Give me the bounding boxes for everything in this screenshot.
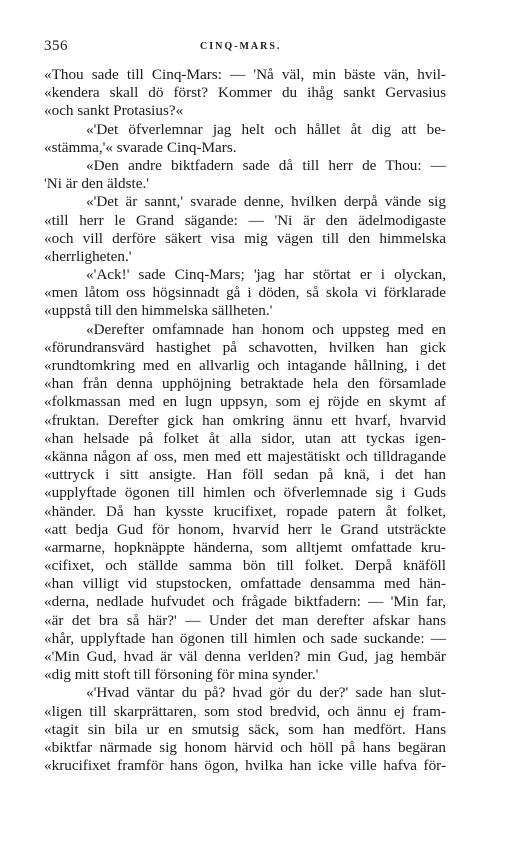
text-line: «stämma,'« svarade Cinq-Mars. xyxy=(44,138,237,156)
text-line: «armarne, hopknäppte händerna, som alltjemt omfattade kru- xyxy=(44,538,446,556)
text-line: «han villigt vid stupstocken, omfattade densamma med hän- xyxy=(44,575,446,593)
text-line: «och sankt Protasius?« xyxy=(44,102,184,120)
text-line: «känna någon af oss, men med ett majestätiskt och tilldragande xyxy=(44,447,446,465)
text-line: «kendera skall dö först? Kommer du ihåg sankt Gervasius xyxy=(44,84,446,102)
text-line: «upplyftade ögonen till himlen och öfverlemnade sig i Guds xyxy=(44,484,446,502)
text-line: «dig mitt stoft till försoning för mina synder.' xyxy=(44,666,319,684)
text-line: «uppstå till den himmelska sällheten.' xyxy=(44,302,273,320)
page-number: 356 xyxy=(44,38,68,54)
text-line: «och vill derföre säkert visa mig vägen till den himmelska xyxy=(44,229,446,247)
text-line: «ligen till skarprättaren, som stod bredvid, och ännu ej fram- xyxy=(44,702,446,720)
text-line: «men låtom oss högsinnadt gå i döden, så skola vi förklarade xyxy=(44,284,446,302)
body-text xyxy=(44,66,446,775)
text-line: «herrligheten.' xyxy=(44,247,132,265)
text-line: 'Ni är den äldste.' xyxy=(44,175,149,193)
text-line: «'Det är sannt,' svarade denne, hvilken derpå vände sig xyxy=(86,193,446,211)
text-line: «är det bra så här?' — Under det man derefter afskar hans xyxy=(44,611,446,629)
text-line: «cifixet, och ställde samma bön till folket. Derpå knäföll xyxy=(44,557,446,575)
running-title: CINQ-MARS. xyxy=(200,41,282,52)
text-line: «händer. Då han kysste krucifixet, ropade patern åt folket, xyxy=(44,502,446,520)
text-line: «'Ack!' sade Cinq-Mars; 'jag har störtat er i olyckan, xyxy=(86,266,446,284)
text-line: «derna, nedlade hufvudet och frågade biktfadern: — 'Min far, xyxy=(44,593,446,611)
text-line: «Den andre biktfadern sade då till herr de Thou: — xyxy=(86,156,446,174)
text-line: «fruktan. Derefter gick han omkring ännu ett hvarf, hvarvid xyxy=(44,411,446,429)
text-line: «rundtomkring med en allvarlig och intagande hållning, i det xyxy=(44,357,446,374)
text-line: «uttryck i sitt ansigte. Han föll sedan på knä, i det han xyxy=(44,466,446,484)
text-line: «Derefter omfamnade han honom och uppsteg med en xyxy=(86,320,446,338)
text-line: «att bedja Gud för honom, hvarvid herr le Grand utsträckte xyxy=(44,520,446,538)
text-line: «han från denna upphöjning betraktade hela den församlade xyxy=(44,375,446,393)
text-line: «förundransvärd hastighet på schavotten, hvilken han gick xyxy=(44,338,446,356)
text-line: «tagit sin bila ur en smutsig säck, som han medfört. Hans xyxy=(44,720,446,738)
text-line: «folkmassan med en lugn uppsyn, som ej röjde en skymt af xyxy=(44,393,446,411)
text-line: «krucifixet framför hans ögon, hvilka han icke ville hafva för- xyxy=(44,757,446,775)
page-header xyxy=(44,38,464,58)
text-line: «'Min Gud, hvad är väl denna verlden? min Gud, jag hembär xyxy=(44,648,446,665)
text-line: «till herr le Grand sägande: — 'Ni är den ädelmodigaste xyxy=(44,211,446,229)
text-line: «'Det öfverlemnar jag helt och hållet åt dig att be- xyxy=(86,120,446,138)
text-line: «Thou sade till Cinq-Mars: — 'Nå väl, min bäste vän, hvil- xyxy=(44,66,446,83)
text-line: «hår, upplyftade han ögonen till himlen och sade suckande: — xyxy=(44,629,446,647)
text-line: «han helsade på folket åt alla sidor, utan att tyckas igen- xyxy=(44,429,446,447)
text-line: «biktfar närmade sig honom härvid och höll på hans begäran xyxy=(44,738,446,756)
text-line: «'Hvad väntar du på? hvad gör du der?' sade han slut- xyxy=(86,684,446,702)
